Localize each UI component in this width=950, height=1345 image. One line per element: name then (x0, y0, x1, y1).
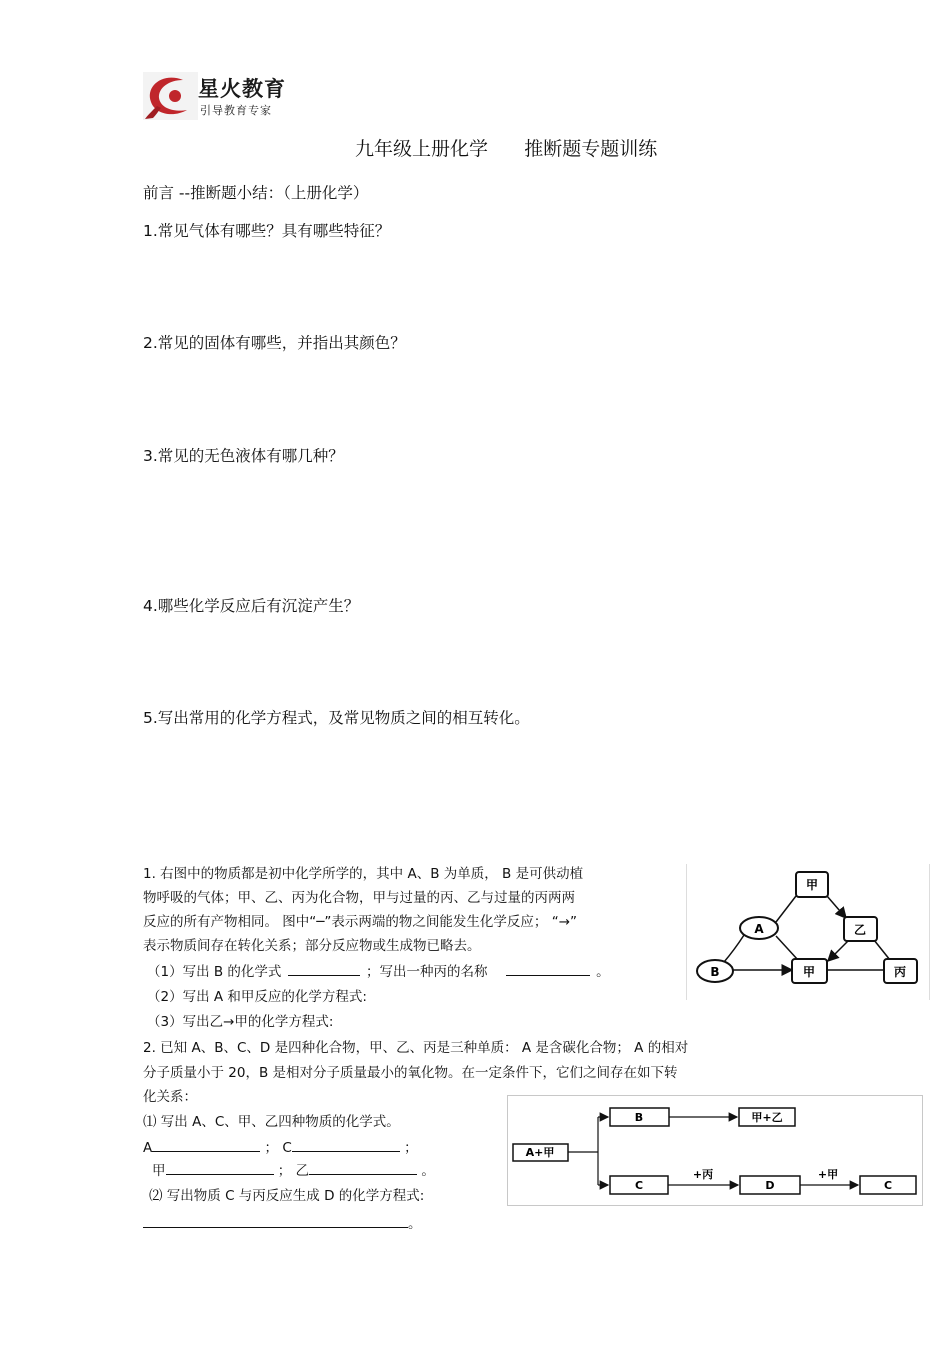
problem2-answer-row1 (143, 1136, 418, 1156)
problem2-diagram (507, 1095, 923, 1206)
problem2-line3: 化关系： (143, 1089, 197, 1105)
jia-label: 甲 (152, 1163, 166, 1179)
problem1-line1: 1. 右图中的物质都是初中化学所学的，其中 A、B 为单质， B 是可供动植 (143, 866, 584, 882)
problem1-sub3: （3）写出乙→甲的化学方程式: (147, 1014, 334, 1030)
equation-blank[interactable] (143, 1213, 408, 1228)
edge-yi-bing (874, 940, 890, 960)
node-c-label: C (634, 1179, 644, 1192)
logo-mark-icon (143, 72, 198, 120)
node-d-label: D (765, 1179, 775, 1192)
problem1-sub1 (147, 960, 610, 980)
edge-a-jia (776, 936, 798, 960)
semicolon-1: ； (264, 1140, 279, 1156)
problem1-line3: 反应的所有产物相同。 图中“─”表示两端的物之间能发生化学反应； “→” (143, 914, 577, 930)
problem1-sub2: （2）写出 A 和甲反应的化学方程式: (147, 989, 367, 1005)
question-2: 2.常见的固体有哪些，并指出其颜色？ (143, 334, 406, 352)
semicolon-3: ； (277, 1163, 292, 1179)
end-mark: 。 (421, 1163, 435, 1179)
yi-formula-blank[interactable] (309, 1160, 417, 1175)
node-b-label: B (710, 965, 720, 979)
node-bing-label: 丙 (893, 965, 907, 979)
node-b2-label: B (634, 1111, 644, 1124)
c-formula-blank[interactable] (292, 1137, 400, 1152)
semicolon-2: ； (404, 1140, 418, 1156)
logo (143, 72, 300, 120)
problem2-line2: 分子质量小于 20，B 是相对分子质量最小的氧化物。在一定条件下，它们之间存在如下转 (143, 1065, 678, 1081)
problem1-line4: 表示物质间存在转化关系；部分反应物或生成物已略去。 (143, 938, 481, 954)
node-yi-label: 乙 (853, 923, 867, 937)
sub1-part-a: （1）写出 B 的化学式 (147, 964, 282, 980)
problem2-sub1: ⑴ 写出 A、C、甲、乙四种物质的化学式。 (143, 1114, 400, 1130)
bing-name-blank[interactable] (506, 961, 590, 976)
intro-text: 前言 --推断题小结：（上册化学） (143, 184, 369, 202)
node-jia-top-label: 甲 (805, 878, 819, 892)
logo-slogan: 引导教育专家 (200, 104, 272, 117)
plus-jia-label: +甲 (817, 1168, 839, 1181)
jia-formula-blank[interactable] (166, 1160, 274, 1175)
a-formula-blank[interactable] (152, 1137, 260, 1152)
question-1: 1.常见气体有哪些？具有哪些特征？ (143, 222, 391, 240)
c-label: C (282, 1140, 292, 1156)
node-a-label: A (754, 922, 764, 936)
question-4: 4.哪些化学反应后有沉淀产生？ (143, 597, 360, 615)
node-a-jia-label: A+甲 (525, 1146, 555, 1159)
yi-label: 乙 (295, 1163, 310, 1179)
node-jia-yi-label: 甲+乙 (751, 1111, 783, 1124)
logo-name: 星火教育 (198, 77, 286, 101)
page-title: 九年级上册化学 推断题专题训练 (355, 138, 658, 160)
sub1-part-b: ；写出一种丙的名称 (366, 964, 488, 980)
plus-bing-label: +丙 (692, 1168, 714, 1181)
problem1-line2: 物呼吸的气体；甲、乙、丙为化合物，甲与过量的丙、乙与过量的丙两两 (143, 890, 575, 906)
question-5: 5.写出常用的化学方程式，及常见物质之间的相互转化。 (143, 709, 530, 727)
sub1-end: 。 (596, 964, 610, 980)
node-c2-label: C (883, 1179, 893, 1192)
problem2-line1: 2. 已知 A、B、C、D 是四种化合物，甲、乙、丙是三种单质： A 是含碳化合物； A 的相对 (143, 1040, 689, 1056)
problem1-diagram (686, 864, 930, 1000)
edge-b-a (724, 932, 746, 962)
node-jia-label: 甲 (802, 965, 816, 979)
arrow-yi-jia (828, 940, 849, 961)
b-formula-blank[interactable] (288, 961, 360, 976)
edge-a-jia-top (776, 896, 796, 922)
a-label: A (143, 1140, 153, 1156)
problem2-sub2: ⑵ 写出物质 C 与丙反应生成 D 的化学方程式: (149, 1188, 425, 1204)
end-mark-2: 。 (408, 1216, 422, 1232)
problem2-answer-row3 (143, 1212, 422, 1232)
arrow-jia-top-yi (827, 896, 846, 918)
problem2-answer-row2 (152, 1159, 435, 1179)
question-3: 3.常见的无色液体有哪几种？ (143, 447, 344, 465)
